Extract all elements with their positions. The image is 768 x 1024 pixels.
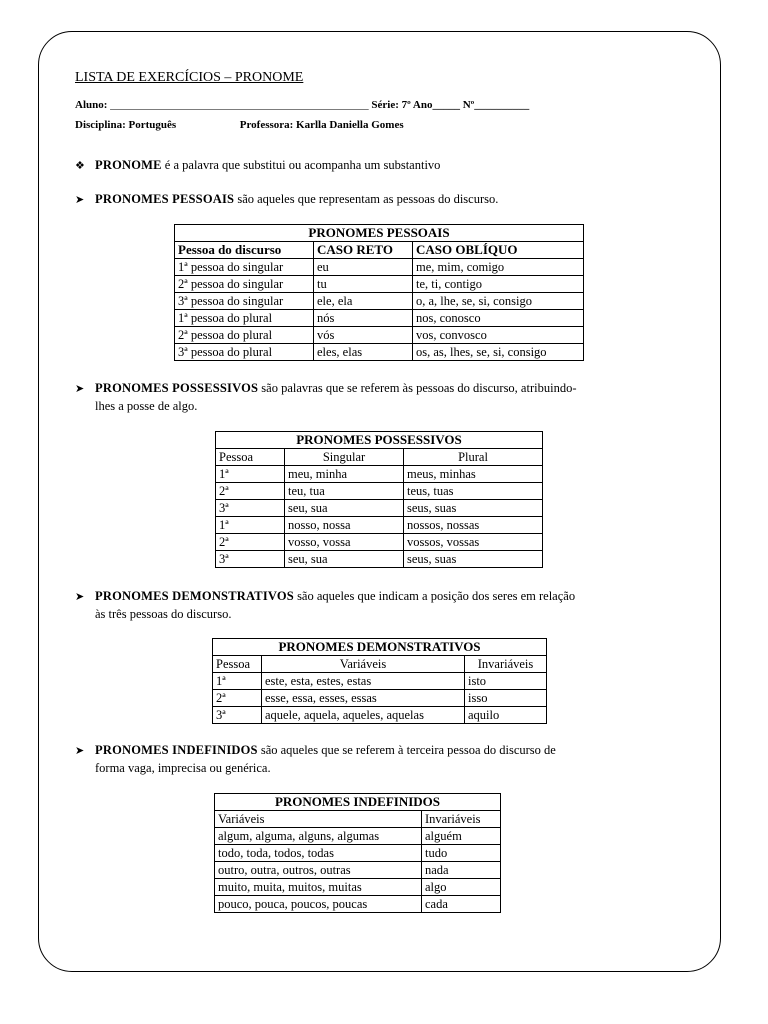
table-row <box>215 862 501 879</box>
table-cell: teu, tua <box>285 483 404 500</box>
table-row <box>216 517 543 534</box>
definition-pronome: é a palavra que substitui ou acompanha um substantivo <box>161 158 441 172</box>
term-pronome: PRONOME <box>95 158 162 172</box>
term-possessivos: PRONOMES POSSESSIVOS <box>95 381 259 395</box>
table-caption: PRONOMES POSSESSIVOS <box>216 432 543 449</box>
table-cell: isso <box>465 690 547 707</box>
table-cell: vos, convosco <box>413 327 584 344</box>
table-cell: 2ª <box>216 534 285 551</box>
column-header: CASO RETO <box>314 242 413 259</box>
column-header: Pessoa do discurso <box>175 242 314 259</box>
student-info-line <box>75 99 529 111</box>
table-cell: pouco, pouca, poucos, poucas <box>215 896 422 913</box>
table-cell: esse, essa, esses, essas <box>262 690 465 707</box>
table-cell: alguém <box>422 828 501 845</box>
definition-demonstrativos-cont: às três pessoas do discurso. <box>95 607 232 621</box>
arrow-bullet-icon: ➤ <box>75 591 85 603</box>
subject-label: Disciplina: Português <box>75 119 177 131</box>
table-pronomes-indefinidos <box>214 793 501 913</box>
table-cell: meu, minha <box>285 466 404 483</box>
section-pronome <box>75 157 693 175</box>
column-header: Pessoa <box>216 449 285 466</box>
column-header: Variáveis <box>262 656 465 673</box>
table-cell: eu <box>314 259 413 276</box>
table-caption: PRONOMES INDEFINIDOS <box>215 794 501 811</box>
table-row <box>215 896 501 913</box>
table-cell: 2ª pessoa do singular <box>175 276 314 293</box>
student-name-blank: _______________________________________________ <box>110 99 369 111</box>
table-cell: eles, elas <box>314 344 413 361</box>
table-cell: seus, suas <box>404 551 543 568</box>
table-pronomes-demonstrativos <box>212 638 547 724</box>
table-cell: outro, outra, outros, outras <box>215 862 422 879</box>
table-cell: vós <box>314 327 413 344</box>
table-cell: seus, suas <box>404 500 543 517</box>
table-cell: 2ª pessoa do plural <box>175 327 314 344</box>
definition-possessivos-cont: lhes a posse de algo. <box>95 399 198 413</box>
table-cell: 3ª pessoa do singular <box>175 293 314 310</box>
table-cell: 3ª <box>213 707 262 724</box>
subject-info-line <box>75 119 404 131</box>
table-row <box>175 327 584 344</box>
table-cell: algum, alguma, alguns, algumas <box>215 828 422 845</box>
table-row <box>216 466 543 483</box>
section-pessoais <box>75 191 693 209</box>
table-row <box>216 534 543 551</box>
number-field: Nº__________ <box>462 99 530 111</box>
table-cell: nos, conosco <box>413 310 584 327</box>
teacher-label: Professora: Karlla Daniella Gomes <box>239 119 404 131</box>
section-demonstrativos <box>75 588 693 623</box>
table-row <box>216 500 543 517</box>
column-header: CASO OBLÍQUO <box>413 242 584 259</box>
table-cell: me, mim, comigo <box>413 259 584 276</box>
table-cell: 1ª <box>216 517 285 534</box>
definition-possessivos: são palavras que se referem às pessoas do discurso, atribuindo- <box>258 381 577 395</box>
table-row <box>175 259 584 276</box>
arrow-bullet-icon: ➤ <box>75 383 85 395</box>
table-row <box>213 690 547 707</box>
term-indefinidos: PRONOMES INDEFINIDOS <box>95 743 258 757</box>
table-cell: 3ª <box>216 500 285 517</box>
section-possessivos <box>75 380 693 415</box>
column-header: Pessoa <box>213 656 262 673</box>
table-cell: os, as, lhes, se, si, consigo <box>413 344 584 361</box>
arrow-bullet-icon: ➤ <box>75 745 85 757</box>
table-row <box>215 828 501 845</box>
table-row <box>175 276 584 293</box>
column-header: Plural <box>404 449 543 466</box>
table-cell: vosso, vossa <box>285 534 404 551</box>
table-cell: aquele, aquela, aqueles, aquelas <box>262 707 465 724</box>
table-cell: tudo <box>422 845 501 862</box>
table-caption: PRONOMES DEMONSTRATIVOS <box>213 639 547 656</box>
table-cell: isto <box>465 673 547 690</box>
table-cell: nossos, nossas <box>404 517 543 534</box>
table-cell: 1ª pessoa do singular <box>175 259 314 276</box>
term-pessoais: PRONOMES PESSOAIS <box>95 192 235 206</box>
table-row <box>215 879 501 896</box>
table-cell: 1ª pessoa do plural <box>175 310 314 327</box>
table-row <box>216 551 543 568</box>
diamond-bullet-icon: ❖ <box>75 160 85 172</box>
table-cell: teus, tuas <box>404 483 543 500</box>
term-demonstrativos: PRONOMES DEMONSTRATIVOS <box>95 589 294 603</box>
table-row <box>213 673 547 690</box>
table-pronomes-pessoais <box>174 224 584 361</box>
table-row <box>216 483 543 500</box>
table-cell: meus, minhas <box>404 466 543 483</box>
column-header: Variáveis <box>215 811 422 828</box>
table-cell: tu <box>314 276 413 293</box>
worksheet-title: LISTA DE EXERCÍCIOS – PRONOME <box>75 70 304 85</box>
table-cell: 1ª <box>216 466 285 483</box>
table-cell: ele, ela <box>314 293 413 310</box>
table-row <box>175 293 584 310</box>
definition-indefinidos-cont: forma vaga, imprecisa ou genérica. <box>95 761 271 775</box>
table-cell: 2ª <box>213 690 262 707</box>
table-cell: este, esta, estes, estas <box>262 673 465 690</box>
arrow-bullet-icon: ➤ <box>75 194 85 206</box>
table-cell: cada <box>422 896 501 913</box>
table-row <box>213 707 547 724</box>
table-row <box>215 845 501 862</box>
table-cell: muito, muita, muitos, muitas <box>215 879 422 896</box>
definition-demonstrativos: são aqueles que indicam a posição dos seres em relação <box>293 589 576 603</box>
table-cell: nada <box>422 862 501 879</box>
table-row <box>175 310 584 327</box>
column-header: Invariáveis <box>465 656 547 673</box>
table-cell: seu, sua <box>285 551 404 568</box>
table-cell: 3ª <box>216 551 285 568</box>
table-cell: algo <box>422 879 501 896</box>
section-indefinidos <box>75 742 693 777</box>
table-cell: 1ª <box>213 673 262 690</box>
table-cell: nosso, nossa <box>285 517 404 534</box>
column-header: Singular <box>285 449 404 466</box>
table-cell: o, a, lhe, se, si, consigo <box>413 293 584 310</box>
definition-pessoais: são aqueles que representam as pessoas do discurso. <box>234 192 499 206</box>
table-cell: aquilo <box>465 707 547 724</box>
table-cell: te, ti, contigo <box>413 276 584 293</box>
table-cell: todo, toda, todos, todas <box>215 845 422 862</box>
student-label: Aluno: <box>75 99 108 111</box>
column-header: Invariáveis <box>422 811 501 828</box>
table-pronomes-possessivos <box>215 431 543 568</box>
table-cell: seu, sua <box>285 500 404 517</box>
table-caption: PRONOMES PESSOAIS <box>175 225 584 242</box>
table-row <box>175 344 584 361</box>
table-cell: vossos, vossas <box>404 534 543 551</box>
table-cell: 3ª pessoa do plural <box>175 344 314 361</box>
table-cell: 2ª <box>216 483 285 500</box>
table-cell: nós <box>314 310 413 327</box>
definition-indefinidos: são aqueles que se referem à terceira pessoa do discurso de <box>257 743 556 757</box>
grade-field: Série: 7º Ano_____ <box>371 99 460 111</box>
